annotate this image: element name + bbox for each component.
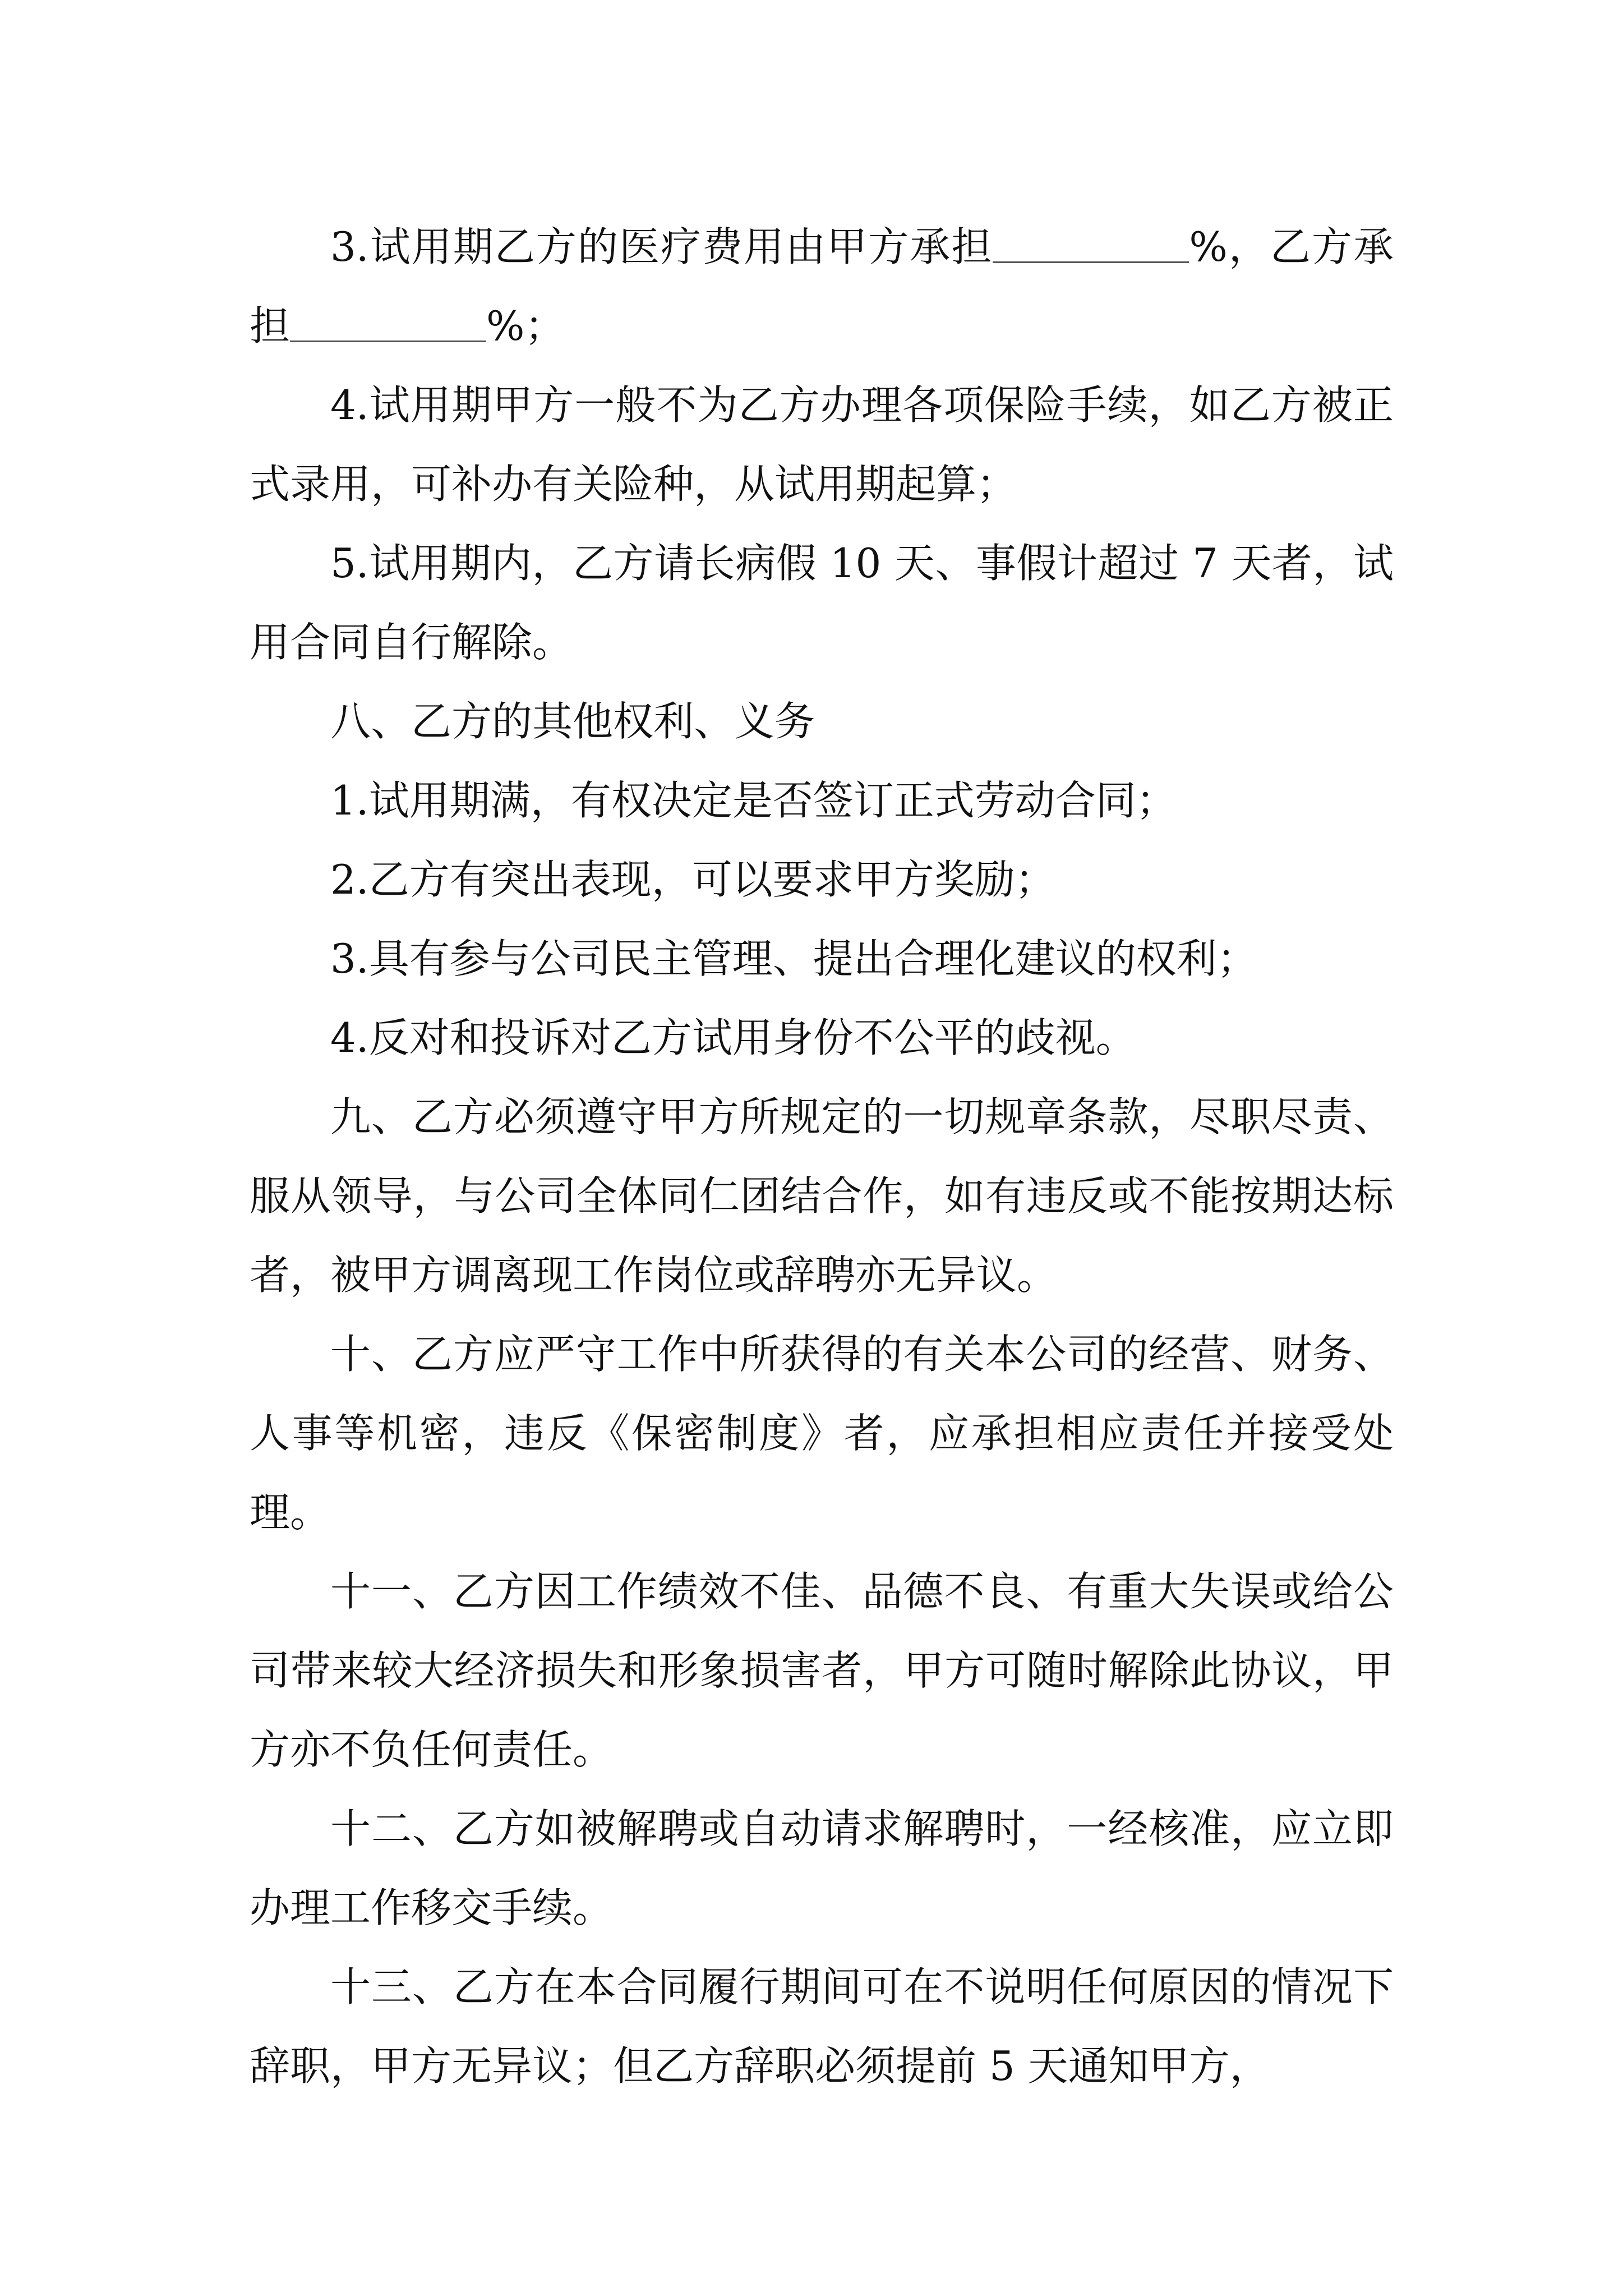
section-heading-eight: 八、乙方的其他权利、义务 <box>330 698 815 745</box>
section-thirteen: 十三、乙方在本合同履行期间可在不说明任何原因的情况下辞职，甲方无异议；但乙方辞职必须提前 5 天通知甲方， <box>250 1963 1394 2090</box>
document-page <box>250 208 1394 2106</box>
section-eleven: 十一、乙方因工作绩效不佳、品德不良、有重大失误或给公司带来较大经济损失和形象损害者，甲方可随时解除此协议，甲方亦不负任何责任。 <box>250 1568 1394 1773</box>
section-nine: 九、乙方必须遵守甲方所规定的一切规章条款，尽职尽责、服从领导，与公司全体同仁团结合作，如有违反或不能按期达标者，被甲方调离现工作岗位或辞聘亦无异议。 <box>250 1093 1394 1299</box>
party-a-percent-blank[interactable] <box>993 225 1189 263</box>
medical-cost-text-a: 3.试用期乙方的医疗费用由甲方承担 <box>330 223 993 270</box>
medical-cost-text-c: %； <box>486 302 565 349</box>
section-twelve: 十二、乙方如被解聘或自动请求解聘时，一经核准，应立即办理工作移交手续。 <box>250 1805 1394 1931</box>
party-b-percent-blank[interactable] <box>290 304 486 342</box>
medical-cost-text-b: %，乙方承担 <box>250 223 1394 349</box>
section-ten: 十、乙方应严守工作中所获得的有关本公司的经营、财务、人事等机密，违反《保密制度》者，应承担相应责任并接受处理。 <box>250 1331 1394 1536</box>
paragraph-medical-cost <box>250 208 1394 366</box>
paragraph-right-2: 2.乙方有突出表现，可以要求甲方奖励； <box>330 856 1055 903</box>
paragraph-insurance: 4.试用期甲方一般不为乙方办理各项保险手续，如乙方被正式录用，可补办有关险种，从试用期起算； <box>250 381 1394 508</box>
paragraph-right-4: 4.反对和投诉对乙方试用身份不公平的歧视。 <box>330 1014 1136 1061</box>
paragraph-right-1: 1.试用期满，有权决定是否签订正式劳动合同； <box>330 777 1177 824</box>
paragraph-right-3: 3.具有参与公司民主管理、提出合理化建议的权利； <box>330 935 1257 982</box>
paragraph-sick-leave: 5.试用期内，乙方请长病假 10 天、事假计超过 7 天者，试用合同自行解除。 <box>250 540 1394 666</box>
